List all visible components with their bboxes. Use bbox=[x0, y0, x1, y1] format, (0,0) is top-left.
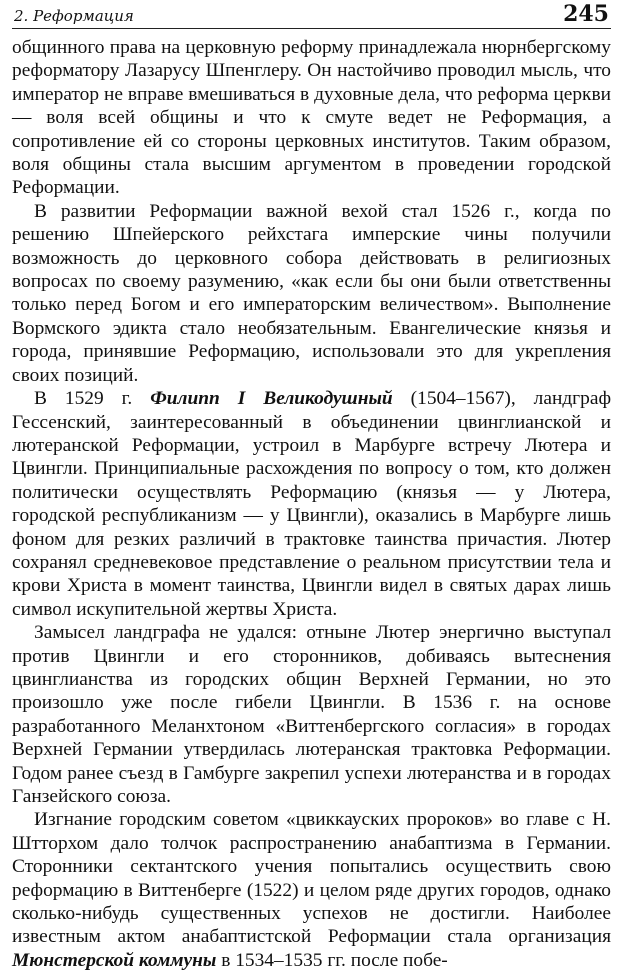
person-name-emphasis: Филипп I Великодушный bbox=[150, 388, 393, 410]
body-text bbox=[12, 36, 611, 972]
running-head bbox=[12, 0, 611, 29]
section-title: 2. Реформация bbox=[14, 7, 134, 25]
paragraph-text: В 1529 г. bbox=[34, 388, 151, 410]
page-number: 245 bbox=[563, 1, 609, 27]
paragraph-text: Изгнание городским советом «цвиккауских пророков» во главе с Н. Штторхом дало толчок распространению анабаптизма в Германии. Сторонники сектантского учения попытались осуществить свою реформацию в Виттенберге (1522) и целом ряде других городов, однако сколько-нибудь существенных успехов не достигли. Наиболее известным актом анабаптистской Реформации стала организация bbox=[12, 809, 611, 948]
paragraph: Замысел ландграфа не удался: отныне Лютер энергично выступал против Цвингли и его сторонников, добиваясь вытеснения цвинглианства из городских общин Верхней Германии, но это произошло уже после гибели Цвингли. В 1536 г. на основе разработанного Меланхтоном «Виттенбергского согласия» в городах Верхней Германии утвердилась лютеранская трактовка Реформации. Годом ранее съезд в Гамбурге закрепил успехи лютеранства и в городах Ганзейского союза. bbox=[12, 622, 611, 807]
paragraph: В развитии Реформации важной вехой стал 1526 г., когда по решению Шпейерского рейхстага имперские чины получили возможность до церковного собора действовать в религиозных вопросах по своему разумению, «как если бы они были ответственны только перед Богом и его императорским величеством». Выполнение Вормского эдикта стало необязательным. Евангелические князья и города, принявшие Реформацию, использовали это для укрепления своих позиций. bbox=[12, 200, 611, 386]
paragraph: общинного права на церковную реформу принадлежала нюрнбергскому реформатору Лазарусу Шпенглеру. Он настойчиво проводил мысль, что император не вправе вмешиваться в духовные дела, что реформа церкви — воля всей общины и что к смуте ведет не Реформация, а сопротивление ей со стороны церковных институтов. Таким образом, воля общины стала высшим аргументом в проведении городской Реформации. bbox=[12, 37, 611, 199]
paragraph-text: в 1534–1535 гг. после побе- bbox=[216, 949, 448, 971]
paragraph bbox=[12, 808, 611, 972]
term-emphasis: Мюнстерской коммуны bbox=[12, 949, 217, 971]
paragraph-text: (1504–1567), ландграф Гессенский, заинтересованный в объединении цвинглианской и лютеранской Реформации, устроил в Марбурге встречу Лютера и Цвингли. Принципиальные расхождения по вопросу о том, кто должен политически осуществлять Реформацию (князья — у Лютера, городской республиканизм — у Цвингли), оказались в Марбурге лишь фоном для резких различий в трактовке таинства причастия. Лютер сохранял средневековое представление о реальном присутствии тела и крови Христа в момент таинства, Цвингли видел в святых дарах лишь символ искупительной жертвы Христа. bbox=[12, 388, 612, 620]
paragraph bbox=[12, 387, 611, 621]
